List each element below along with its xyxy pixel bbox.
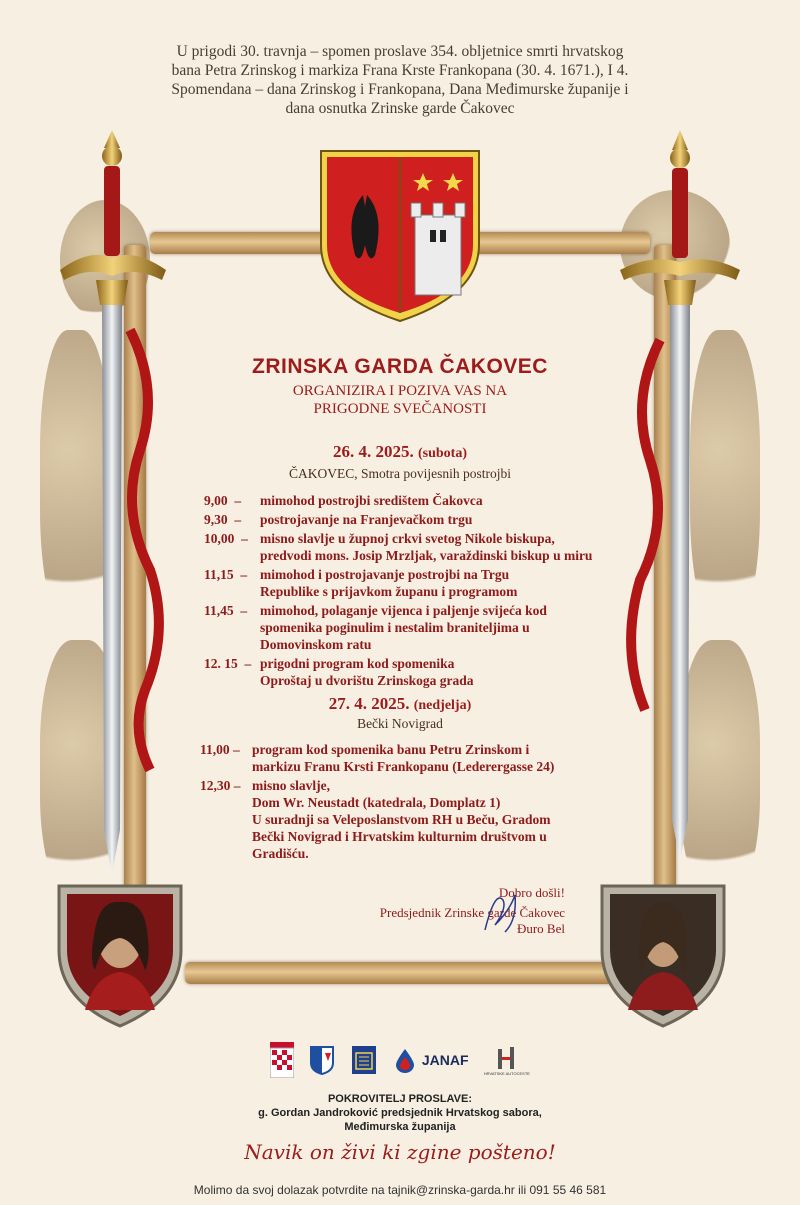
program-time: 12. 15 – [204, 656, 252, 671]
program-item [204, 511, 604, 528]
program-description [248, 741, 554, 775]
program-item [204, 492, 604, 509]
intro-line: dana osnutka Zrinske garde Čakovec [285, 100, 515, 117]
program-time: 9,30 – [204, 512, 242, 527]
program-line: Dom Wr. Neustadt (katedrala, Domplatz 1) [252, 795, 501, 810]
subtitle-line: PRIGODNE SVEČANOSTI [313, 401, 487, 417]
program-time: 11,00 – [200, 742, 240, 757]
motto: Navik on živi ki zgine pošteno! [244, 1140, 556, 1164]
program-item [204, 566, 604, 600]
program-time: 11,15 – [204, 567, 248, 582]
program-line: mimohod i postrojavanje postrojbi na Trgu [260, 567, 510, 582]
coat-of-arms-icon [315, 145, 485, 325]
autoceste-icon [494, 1045, 520, 1071]
subtitle-line: ORGANIZIRA I POZIVA VAS NA [292, 383, 508, 399]
program-description [256, 566, 517, 600]
day2-date [200, 694, 600, 714]
program-line: Oproštaj u dvorištu Zrinskoga grada [260, 673, 474, 688]
program-line: Domovinskom ratu [260, 637, 372, 652]
program-line: misno slavlje u župnoj crkvi svetog Nikole biskupa, [260, 531, 555, 546]
day2-place: Bečki Novigrad [357, 716, 443, 731]
program-description [256, 511, 472, 528]
cakovec-logo-icon [351, 1045, 377, 1075]
program-line: mimohod postrojbi središtem Čakovca [260, 493, 483, 508]
program-item [200, 777, 600, 862]
program-time: 12,30 – [200, 778, 241, 793]
intro-text [110, 42, 690, 118]
program-line: U suradnji sa Veleposlanstvom RH u Beču, Gradom [252, 812, 551, 827]
greeting-role: Predsjednik Zrinske garde Čakovec [379, 905, 565, 920]
program-line: mimohod, polaganje vijenca i paljenje svijeća kod [260, 603, 547, 618]
program-time: 10,00 – [204, 531, 248, 546]
program-time: 11,45 – [204, 603, 248, 618]
program-item [204, 602, 604, 653]
intro-line: bana Petra Zrinskog i markiza Frana Krste Frankopana (30. 4. 1671.), I 4. [171, 62, 629, 79]
program-description [256, 655, 474, 689]
patron-heading: POKROVITELJ PROSLAVE: [327, 1093, 473, 1105]
program-line: Republike s prijavkom županu i programom [260, 584, 518, 599]
patron-line: g. Gordan Jandroković predsjednik Hrvatskog sabora, [258, 1107, 542, 1119]
day1-weekday: (subota) [417, 446, 467, 461]
program-line: Bečki Novigrad i Hrvatskim kulturnim društvom u [252, 829, 547, 844]
patron-line: Međimurska županija [344, 1121, 456, 1133]
program-line: program kod spomenika banu Petru Zrinskom i [252, 742, 530, 757]
program-line: postrojavanje na Franjevačkom trgu [260, 512, 473, 527]
left-sword-icon [50, 130, 200, 890]
intro-line: Spomendana – dana Zrinskog i Frankopana, Dana Međimurske županije i [171, 81, 629, 98]
day1-date [200, 442, 600, 462]
program-description [256, 530, 592, 564]
footer-rsvp: Molimo da svoj dolazak potvrdite na tajnik@zrinska-garda.hr ili 091 55 46 581 [193, 1183, 607, 1197]
greeting-welcome: Dobro došli! [498, 885, 565, 900]
program-item [200, 741, 600, 775]
day1-program [204, 492, 604, 691]
day2-program [200, 741, 600, 864]
day2-date-value: 27. 4. 2025. [328, 694, 410, 713]
signature-icon [475, 880, 535, 940]
sponsor-logos [270, 1035, 530, 1085]
autoceste-logo [484, 1045, 530, 1076]
program-line: spomenika poginulim i nestalim braniteljima u [260, 620, 530, 635]
patron-block [200, 1092, 600, 1134]
janaf-logo [392, 1047, 469, 1073]
page-title: ZRINSKA GARDA ČAKOVEC [252, 355, 548, 378]
program-item [204, 530, 604, 564]
frame-bottom-beam [185, 962, 615, 984]
program-line: predvodi mons. Josip Mrzljak, varaždinski biskup u miru [260, 548, 593, 563]
janaf-label: JANAF [421, 1052, 469, 1068]
intro-line: U prigodi 30. travnja – spomen proslave 354. obljetnice smrti hrvatskog [176, 43, 624, 60]
program-line: prigodni program kod spomenika [260, 656, 455, 671]
right-sword-icon [600, 130, 750, 890]
program-description [256, 602, 547, 653]
greeting-name: Đuro Bel [516, 921, 565, 936]
program-line: markizu Franu Krsti Frankopanu (Lederergasse 24) [252, 759, 555, 774]
medjimurje-logo-icon [309, 1045, 335, 1075]
program-line: Gradišću. [252, 846, 309, 861]
day1-place: ČAKOVEC, Smotra povijesnih postrojbi [289, 466, 511, 481]
day1-date-value: 26. 4. 2025. [332, 442, 414, 461]
page-subtitle [200, 382, 600, 418]
autoceste-label: HRVATSKE AUTOCESTE [483, 1070, 530, 1076]
croatia-coat-icon [270, 1042, 294, 1078]
program-line: misno slavlje, [252, 778, 331, 793]
portrait-left-icon [55, 880, 185, 1030]
program-description [248, 777, 551, 862]
janaf-drop-icon [392, 1047, 418, 1073]
program-description [256, 492, 483, 509]
program-item [204, 655, 604, 689]
portrait-right-icon [598, 880, 728, 1030]
day2-weekday: (nedjelja) [413, 698, 472, 713]
program-time: 9,00 – [204, 493, 242, 508]
